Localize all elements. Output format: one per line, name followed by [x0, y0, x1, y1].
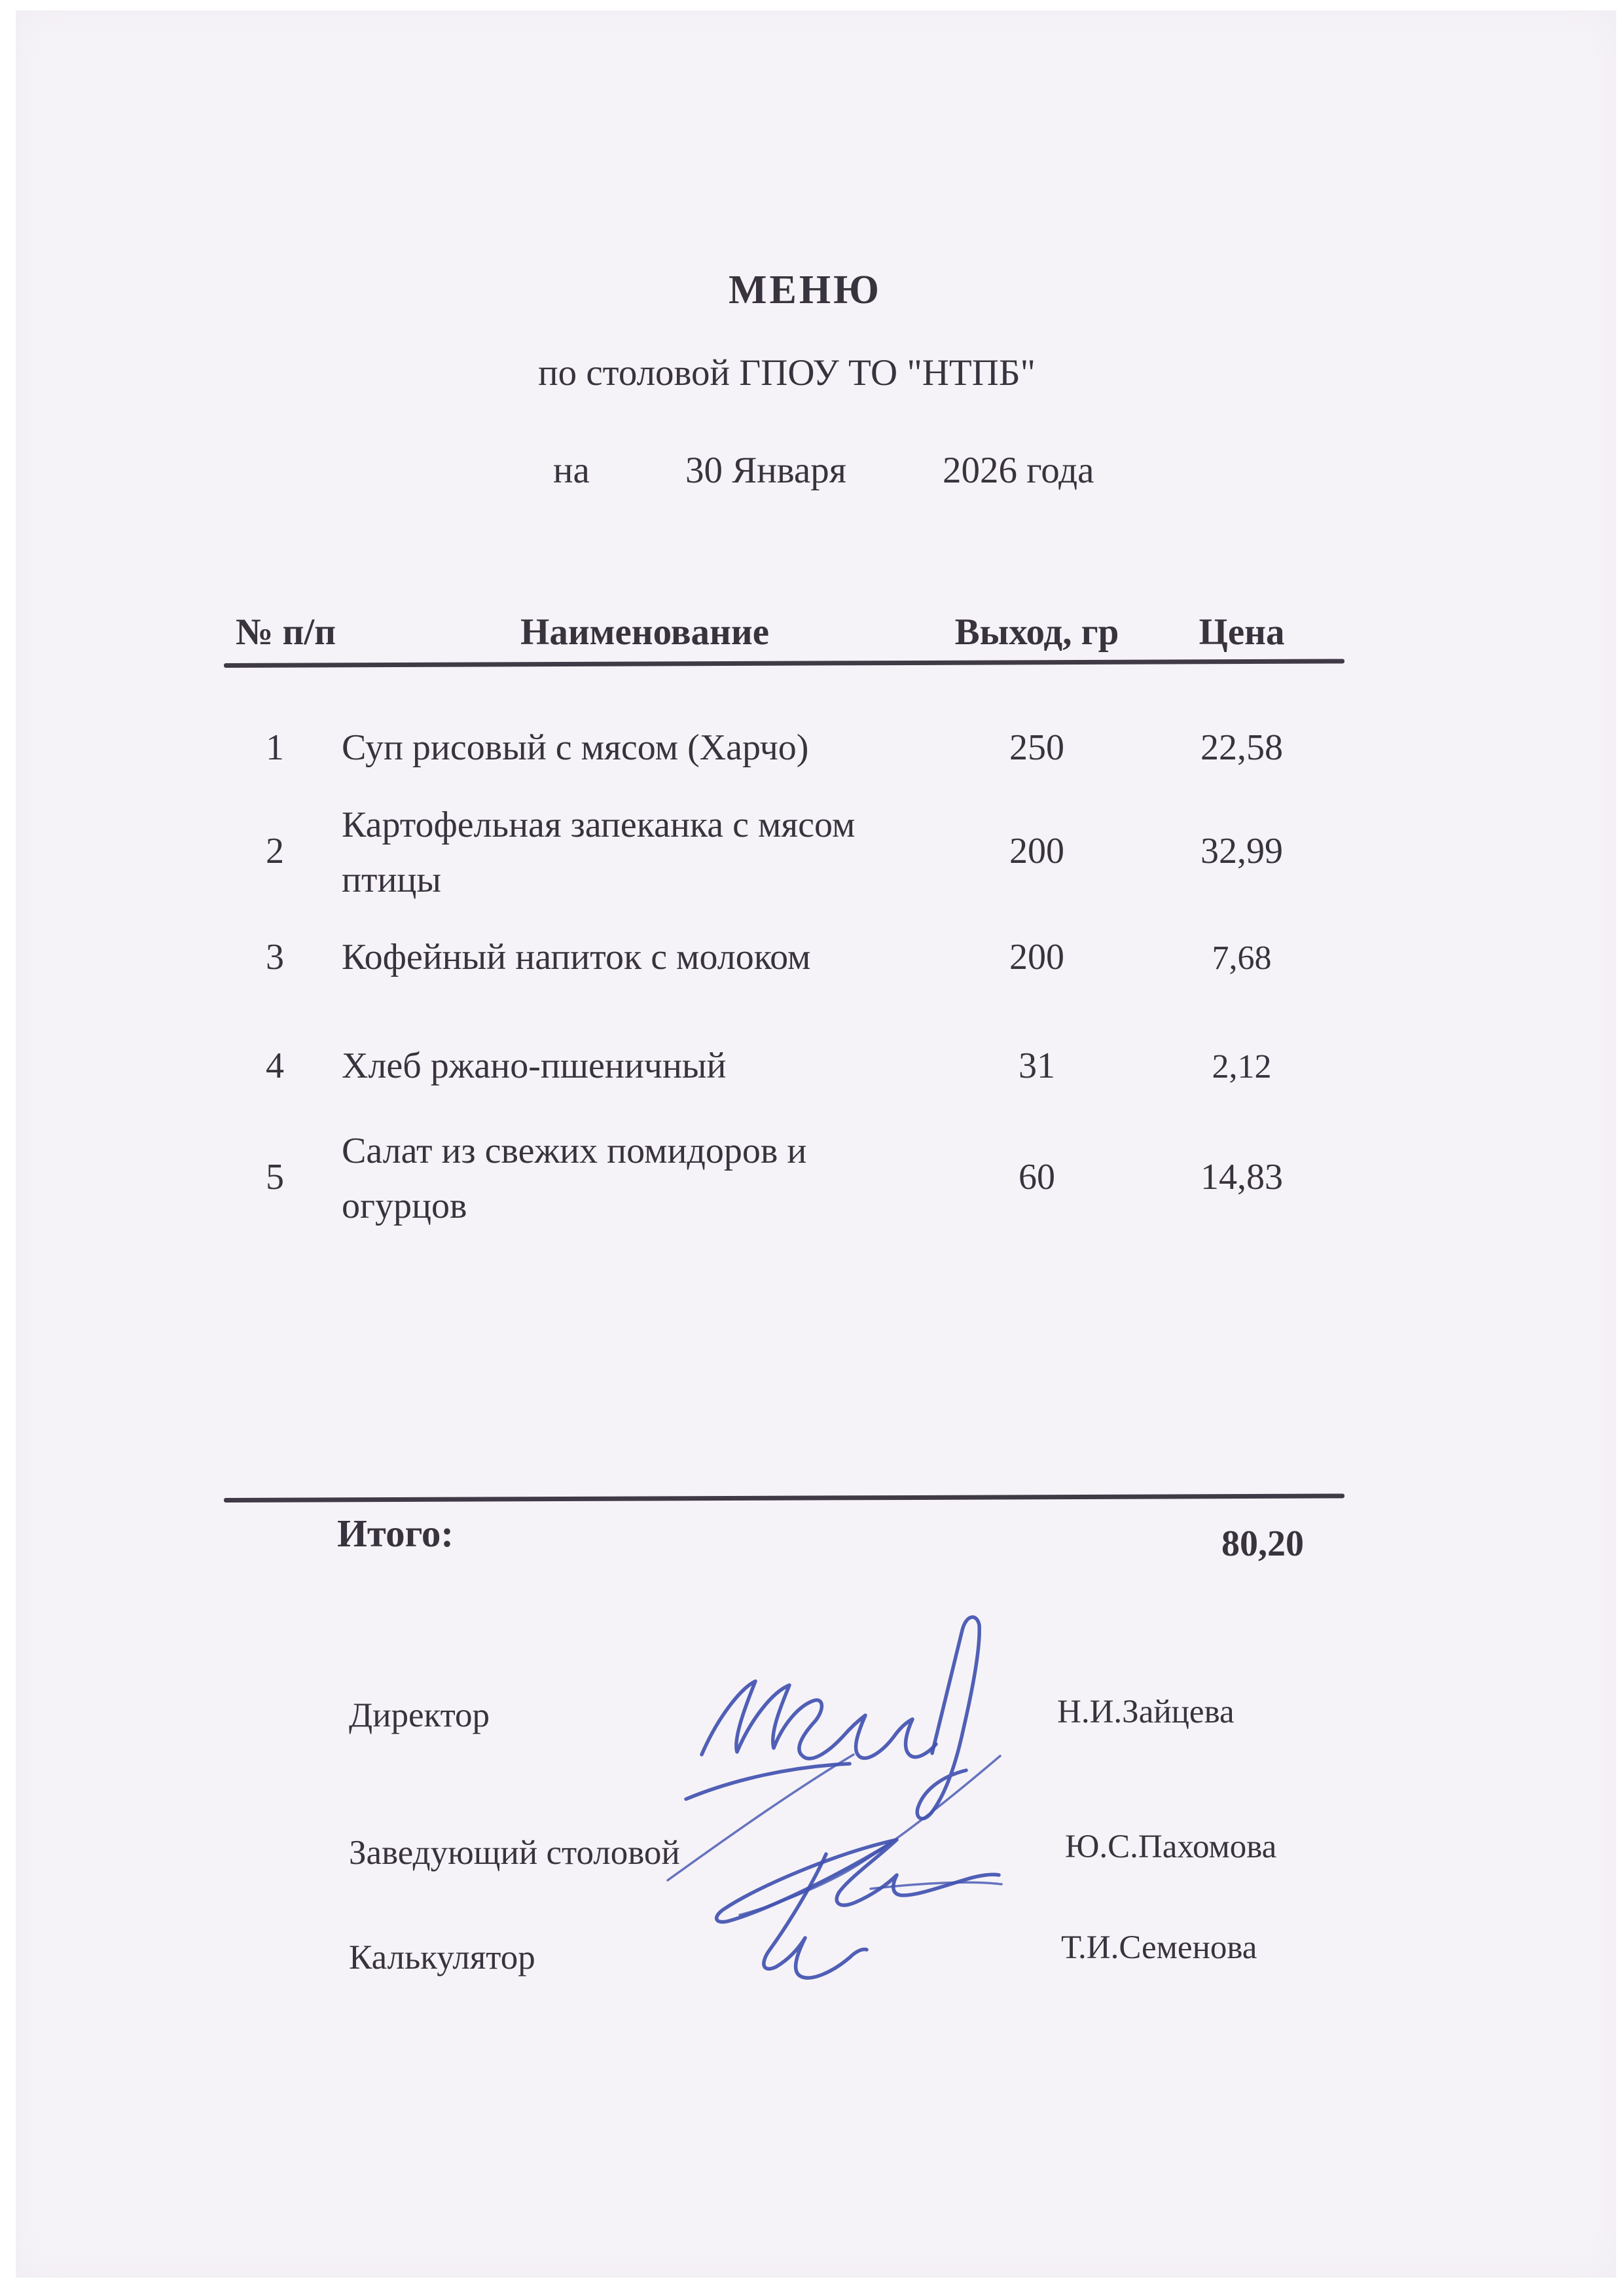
dish-name: Кофейный напиток с молоком — [342, 937, 811, 977]
row-number: 3 — [266, 937, 284, 977]
output-grams: 200 — [1009, 831, 1064, 871]
director-signature — [668, 1617, 979, 1880]
price: 32,99 — [1200, 831, 1283, 871]
dish-name: Салат из свежих помидоров и огурцов — [342, 1131, 807, 1226]
role-calculator: Калькулятор — [349, 1939, 535, 1977]
price: 2,12 — [1212, 1048, 1272, 1085]
date-year: 2026 года — [943, 450, 1094, 491]
price: 7,68 — [1212, 939, 1272, 977]
output-grams: 31 — [1019, 1046, 1055, 1086]
header-number: № п/п — [236, 611, 336, 653]
name-director: Н.И.Зайцева — [1057, 1694, 1235, 1730]
canteen-manager-signature — [717, 1756, 1001, 1922]
output-grams: 60 — [1019, 1157, 1055, 1197]
row-number: 2 — [266, 831, 284, 871]
price: 22,58 — [1200, 727, 1283, 768]
total-label: Итого: — [337, 1512, 454, 1555]
role-canteen-manager: Заведующий столовой — [349, 1834, 680, 1872]
row-number: 1 — [266, 727, 284, 768]
name-canteen-manager: Ю.С.Пахомова — [1065, 1829, 1277, 1865]
dish-name: Картофельная запеканка с мясом птицы — [342, 805, 856, 900]
calculator-signature — [764, 1854, 867, 1978]
row-number: 4 — [266, 1046, 284, 1086]
document-title: МЕНЮ — [729, 268, 882, 312]
dish-name: Суп рисовый с мясом (Харчо) — [342, 727, 809, 768]
header-name: Наименование — [520, 611, 769, 653]
output-grams: 200 — [1009, 937, 1064, 977]
signatures-overlay — [589, 1558, 1047, 2082]
output-grams: 250 — [1009, 727, 1064, 768]
document-subtitle: по столовой ГПОУ ТО "НТПБ" — [538, 352, 1036, 393]
dish-name: Хлеб ржано-пшеничный — [342, 1046, 727, 1086]
name-calculator: Т.И.Семенова — [1061, 1929, 1257, 1966]
header-price: Цена — [1199, 611, 1285, 653]
date-value: 30 Января — [685, 450, 846, 491]
header-output: Выход, гр — [954, 611, 1119, 653]
price: 14,83 — [1200, 1157, 1283, 1197]
role-director: Директор — [349, 1696, 490, 1734]
total-value: 80,20 — [1221, 1523, 1304, 1564]
row-number: 5 — [266, 1157, 284, 1197]
date-prefix: на — [553, 450, 590, 491]
